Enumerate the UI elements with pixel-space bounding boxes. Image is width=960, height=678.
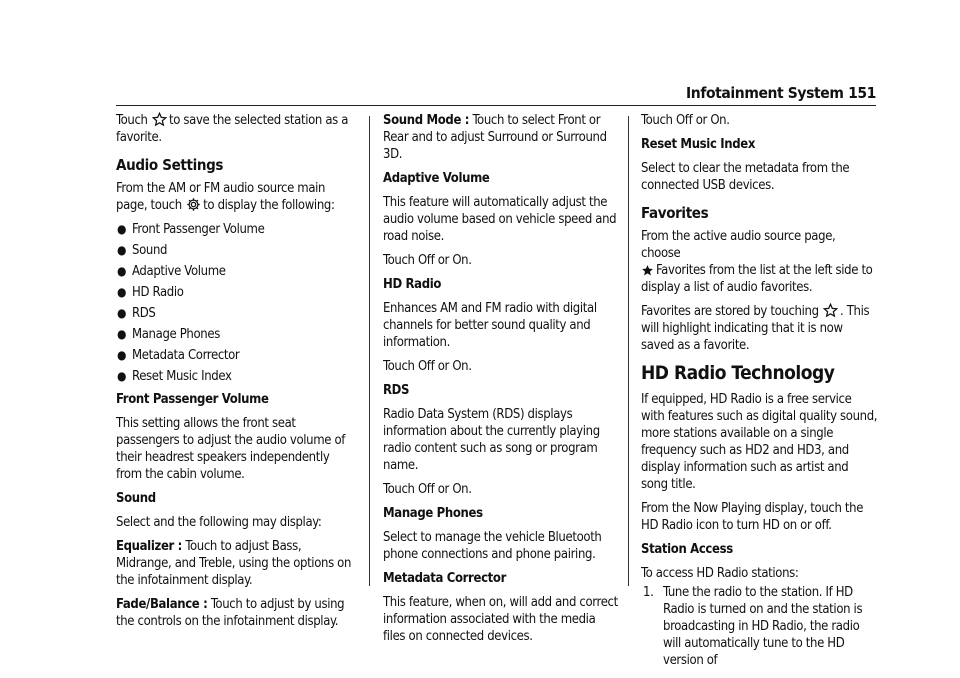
adaptive-volume-heading: Adaptive Volume: [383, 171, 490, 186]
fade-balance-entry: Fade/Balance : Touch to adjust by using the controls on the infotainment display.: [116, 597, 345, 629]
hd-radio-heading: HD Radio: [383, 277, 442, 292]
star-outline-icon: [823, 303, 838, 318]
metadata-corrector-heading: Metadata Corrector: [383, 571, 506, 586]
column-divider: [369, 116, 370, 586]
hd-radio-text: Enhances AM and FM radio with digital channels for better sound quality and information.: [383, 301, 597, 350]
section-title: Infotainment System: [686, 84, 844, 102]
sound-heading: Sound: [116, 491, 156, 506]
favorites-store-text: Favorites are stored by touching . This will highlight indicating that it is now saved as a favorite.: [641, 304, 870, 353]
step-number: 1.: [643, 585, 654, 600]
station-access-text: To access HD Radio stations:: [641, 566, 799, 581]
sound-mode-entry: Sound Mode : Touch to select Front or Rear and to adjust Surround or Surround 3D.: [383, 113, 607, 162]
list-item: ● Manage Phones: [117, 327, 220, 342]
star-outline-icon: [152, 112, 167, 127]
list-item: ● Sound: [117, 243, 168, 258]
bullet-icon: ●: [117, 348, 127, 362]
hd-radio-toggle: Touch Off or On.: [383, 359, 472, 374]
bullet-icon: ●: [117, 306, 127, 320]
station-access-heading: Station Access: [641, 542, 733, 557]
bullet-icon: ●: [117, 222, 127, 236]
manage-phones-text: Select to manage the vehicle Bluetooth phone connections and phone pairing.: [383, 530, 602, 562]
bullet-icon: ●: [117, 369, 127, 383]
sound-text: Select and the following may display:: [116, 515, 322, 530]
list-item: ● RDS: [117, 306, 156, 321]
manage-phones-heading: Manage Phones: [383, 506, 483, 521]
bullet-icon: ●: [117, 243, 127, 257]
favorites-text: From the active audio source page, choose Favorites from the list at the left side to display a list of audio favorites.: [641, 229, 873, 295]
bullet-icon: ●: [117, 264, 127, 278]
now-playing-text: From the Now Playing display, touch the HD Radio icon to turn HD on or off.: [641, 501, 864, 533]
column-1: [116, 112, 354, 637]
audio-settings-list: [116, 221, 354, 385]
column-3: [641, 112, 878, 669]
favorites-heading: Favorites: [641, 204, 709, 222]
list-item: ● Reset Music Index: [117, 369, 232, 384]
gear-icon: [186, 197, 201, 212]
page-number: 151: [848, 84, 876, 102]
rds-toggle: Touch Off or On.: [383, 482, 472, 497]
rds-heading: RDS: [383, 383, 410, 398]
favorite-instruction: Touch to save the selected station as a favorite.: [116, 113, 349, 145]
front-passenger-volume-text: This setting allows the front seat passengers to adjust the audio volume of their headrest speakers independently from the cabin volume.: [116, 416, 346, 482]
front-passenger-volume-heading: Front Passenger Volume: [116, 392, 269, 407]
list-item: [641, 584, 878, 669]
reset-music-index-heading: Reset Music Index: [641, 137, 756, 152]
list-item: ● Metadata Corrector: [117, 348, 240, 363]
list-item: ● Front Passenger Volume: [117, 222, 265, 237]
hd-radio-technology-text: If equipped, HD Radio is a free service with features such as digital quality sound, more stations available on a single frequency such as HD2 and HD3, and display information such as artist and song title.: [641, 392, 878, 492]
list-item: ● HD Radio: [117, 285, 184, 300]
step-text: Tune the radio to the station. If HD Radio is turned on and the station is broadcasting in HD Radio, the radio will automatically tune to the HD version of: [663, 585, 863, 668]
audio-settings-heading: Audio Settings: [116, 156, 224, 174]
hd-radio-technology-heading: HD Radio Technology: [641, 362, 835, 384]
bullet-icon: ●: [117, 285, 127, 299]
column-2: [383, 112, 619, 652]
list-item: ● Adaptive Volume: [117, 264, 226, 279]
star-filled-icon: [641, 264, 654, 277]
column-divider: [628, 116, 629, 586]
rds-text: Radio Data System (RDS) displays information about the currently playing radio content such as song or program name.: [383, 407, 600, 473]
metadata-corrector-text: This feature, when on, will add and correct information associated with the media files on connected devices.: [383, 595, 618, 644]
adaptive-volume-toggle: Touch Off or On.: [383, 253, 472, 268]
audio-settings-intro: From the AM or FM audio source main page, touch to display the following:: [116, 181, 335, 213]
adaptive-volume-text: This feature will automatically adjust the audio volume based on vehicle speed and road noise.: [383, 195, 617, 244]
bullet-icon: ●: [117, 327, 127, 341]
header-rule: [116, 105, 876, 106]
reset-music-index-text: Select to clear the metadata from the connected USB devices.: [641, 161, 850, 193]
running-header: [686, 84, 876, 104]
equalizer-entry: Equalizer : Touch to adjust Bass, Midrange, and Treble, using the options on the infotainment display.: [116, 539, 352, 588]
metadata-corrector-toggle: Touch Off or On.: [641, 113, 730, 128]
